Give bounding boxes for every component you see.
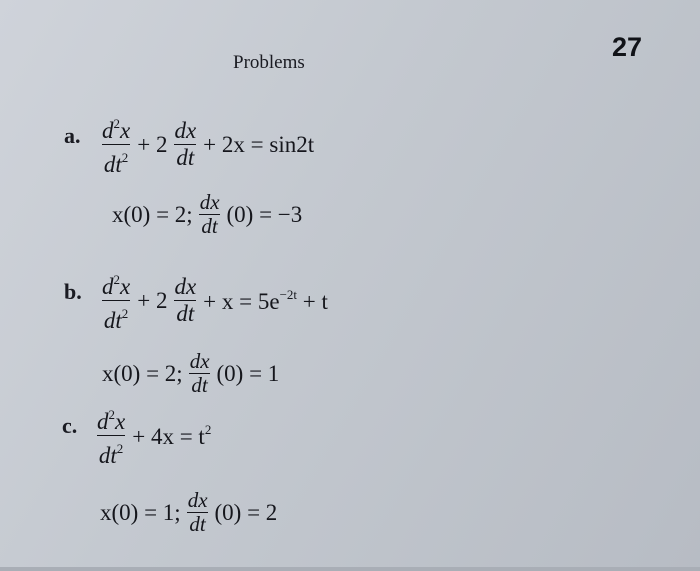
initial-position: x(0) = 2; xyxy=(102,360,183,386)
problem-label-a: a. xyxy=(64,123,81,148)
initial-derivative-value: (0) = 1 xyxy=(216,360,280,386)
initial-derivative-value: (0) = −3 xyxy=(226,201,303,227)
exponent: 2 xyxy=(204,421,212,437)
problem-a-initial-conditions xyxy=(110,192,304,237)
equation-remainder: + 2x = sin2t xyxy=(203,131,315,157)
first-derivative-fraction: $\frac{dx}{dt}$ xyxy=(174,118,197,170)
initial-position: x(0) = 2; xyxy=(112,201,193,227)
exponent: −2t xyxy=(279,286,298,302)
initial-derivative-value: (0) = 2 xyxy=(214,499,278,525)
second-derivative-fraction: $\frac{d^2x}{dt^2}$ xyxy=(102,116,131,177)
problem-label-c: c. xyxy=(62,413,78,438)
page-edge xyxy=(0,567,700,571)
problem-b-equation xyxy=(97,268,330,333)
initial-derivative-fraction: $\frac{dx}{dt}$ xyxy=(189,349,210,397)
problem-b-initial-conditions xyxy=(100,351,281,396)
initial-derivative-fraction: $\frac{dx}{dt}$ xyxy=(199,190,220,238)
initial-derivative-fraction: $\frac{dx}{dt}$ xyxy=(187,488,208,536)
first-derivative-fraction: $\frac{dx}{dt}$ xyxy=(174,274,197,326)
problem-label-b: b. xyxy=(64,279,82,304)
initial-position: x(0) = 1; xyxy=(100,499,181,525)
problem-c-initial-conditions xyxy=(98,490,279,535)
second-derivative-fraction: $\frac{d^2x}{dt^2}$ xyxy=(102,272,131,333)
equation-remainder: + $x = 5e^{-2t} + t$ xyxy=(203,286,328,314)
coefficient-term: + 2 xyxy=(137,131,168,157)
second-derivative-fraction: $\frac{d^2x}{dt^2}$ xyxy=(97,407,126,468)
problem-a-equation xyxy=(97,112,316,177)
problem-c-equation xyxy=(92,403,213,468)
equation-remainder: + $4x = t^2$ xyxy=(132,421,212,449)
page-number: 27 xyxy=(612,32,643,62)
section-title: Problems xyxy=(233,52,305,73)
coefficient-term: + 2 xyxy=(137,287,168,313)
